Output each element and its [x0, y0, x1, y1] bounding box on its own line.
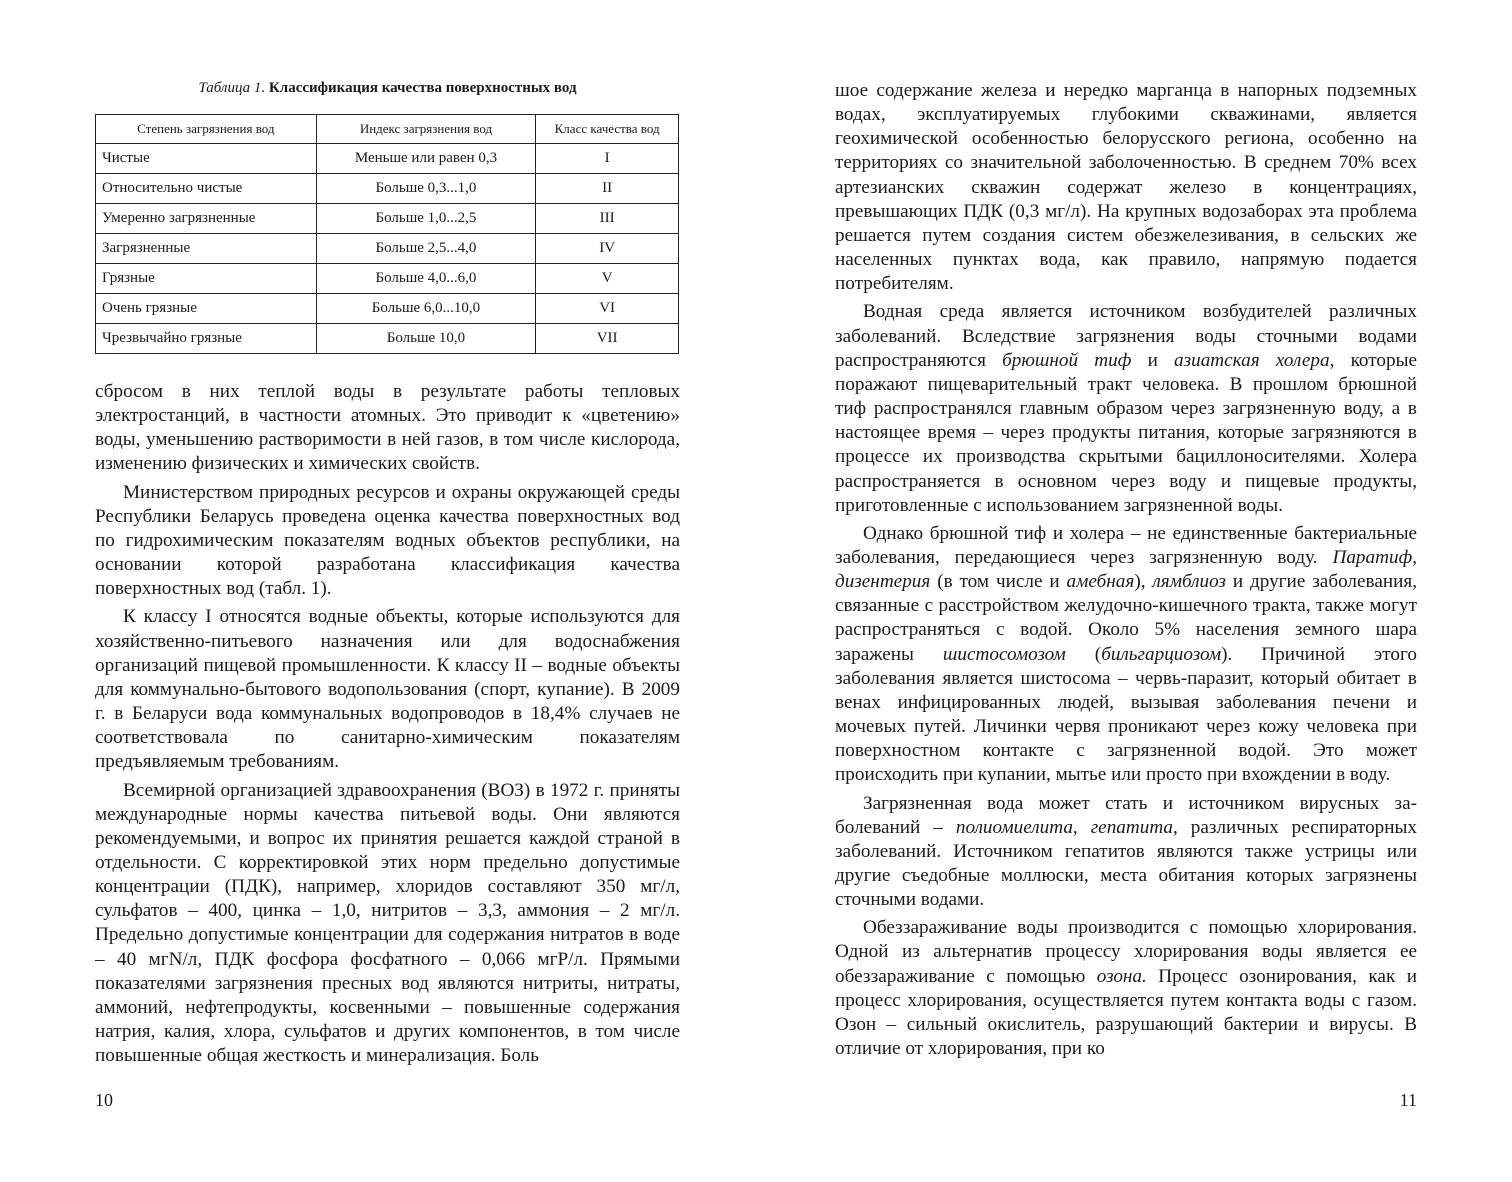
text-run: (в том числе и	[930, 571, 1067, 593]
text-run: ,	[1412, 546, 1417, 568]
paragraph	[835, 300, 1417, 517]
text-run: и	[1131, 349, 1175, 371]
cell-class: V	[536, 264, 679, 294]
cell-degree: Очень грязные	[96, 294, 317, 324]
text-run: (	[1065, 643, 1102, 665]
paragraph: К классу I относятся водные объекты, которые используются для хозяйственно-питьевого назначения или для водоснабжения организаций пищевой промышленности. К классу II – водные объекты для коммунально-бытового водопользования (спорт, купание). В 2009 г. в Беларуси вода коммунальных водопроводов в 18,4% случаев не соответствовала по санитарно-химическим показателям предъявляемым требованиям.	[95, 606, 680, 773]
left-body-text	[95, 380, 680, 1072]
table-row	[96, 204, 679, 234]
italic-term: лямблиоз	[1152, 571, 1226, 593]
paragraph: Всемирной организацией здравоохранения (ВОЗ) в 1972 г. приняты международные нормы качества питьевой воды. Они являются рекомендуемыми, и вопрос их принятия решается каждой страной в отдельности. С корректировкой этих норм предельно допустимые концентрации (ПДК), например, хлоридов составляют 350 мг/л, сульфатов – 400, цинка – 1,0, нитритов – 3,3, аммония – 2 мг/л. Предельно допустимые концентрации для содержания нитратов в воде – 40 мгN/л, ПДК фосфора фосфатного – 0,066 мгР/л. Прямыми показателями загрязнения пресных вод являются нитриты, нитраты, аммоний, нефтепродукты, косвенными – повышенные содержания натрия, калия, хлора, сульфатов и других компонентов, в том числе повышенные общая жесткость и минерализация. Боль	[95, 779, 680, 1067]
italic-term: азиатская холера	[1174, 349, 1330, 371]
text-run: Процесс озонирования, как и процесс хлорирования, осуществляется путем контакта воды с газом. Озон – сильный окислитель, разрушающий бактерии и вирусы. В отличие от хлорирования, при ко	[835, 965, 1417, 1060]
cell-class: VII	[536, 324, 679, 354]
text-run: , которые поражают пищеварительный тракт человека. В прошлом брюшной тиф распространялся главным образом через загрязненную воду, а в настоящее время – через продукты питания, которые загрязняются в процессе их производства скрытыми бациллоносителями. Холера распространяется в основном через воду и пищевые продукты, приготовленные с использованием загрязненной воды.	[835, 349, 1417, 516]
italic-term: полиомиелита	[955, 816, 1073, 838]
italic-term: бильгарциозом	[1101, 643, 1222, 665]
cell-index: Больше 10,0	[316, 324, 536, 354]
page-number-right: 11	[1399, 1090, 1417, 1110]
table-row	[96, 144, 679, 174]
paragraph: Министерством природных ресурсов и охраны окружающей среды Республики Беларусь проведена оценка качества поверхностных вод по гидрохимическим показателям водных объектов республики, на основании которой разработана классификация качества поверхностных вод (табл. 1).	[95, 481, 680, 600]
cell-class: IV	[536, 234, 679, 264]
text-run: ,	[1072, 816, 1091, 838]
paragraph	[835, 522, 1417, 788]
cell-class: II	[536, 174, 679, 204]
text-run: , различных респираторных заболеваний. Источником гепатитов являются также устрицы или другие съедобные моллюски, места обитания которых загрязнены сточными водами.	[835, 816, 1418, 911]
table-row	[96, 174, 679, 204]
cell-class: III	[536, 204, 679, 234]
text-run: Однако брюшной тиф и холера – не единственные бактериальные заболевания, передающиеся через загрязненную воду.	[835, 522, 1417, 568]
table-caption-label: Таблица 1.	[198, 80, 266, 96]
water-quality-table	[95, 114, 679, 354]
cell-degree: Умеренно загрязненные	[96, 204, 317, 234]
italic-term: шистосомозом	[942, 643, 1066, 665]
cell-index: Больше 6,0...10,0	[316, 294, 536, 324]
table-row	[96, 294, 679, 324]
cell-index: Меньше или равен 0,3	[316, 144, 536, 174]
italic-term: брюшной тиф	[1002, 349, 1132, 371]
cell-index: Больше 0,3...1,0	[316, 174, 536, 204]
cell-degree: Чистые	[96, 144, 317, 174]
header-quality-class: Класс качества вод	[536, 115, 679, 144]
cell-degree: Относительно чистые	[96, 174, 317, 204]
cell-class: I	[536, 144, 679, 174]
paragraph: шое содержание железа и нередко марганца в напорных подземных водах, эксплуатируемых глубокими скважинами, является геохимической особенностью белорусского региона, особенно на территориях со значительной заболоченностью. В среднем 70% всех артезианских скважин содержат железо в концентрациях, превышающих ПДК (0,3 мг/л). На крупных водозаборах эта проблема решается путем создания систем обезжелезивания, в сельских же населенных пунктах вода, как правило, напрямую подается потребителям.	[835, 80, 1417, 295]
text-run: Загрязненная вода может стать и источником вирусных заболеваний –	[835, 792, 1417, 838]
cell-index: Больше 2,5...4,0	[316, 234, 536, 264]
cell-class: VI	[536, 294, 679, 324]
text-run: ),	[1134, 571, 1153, 593]
table-row	[96, 324, 679, 354]
italic-term: Паратиф	[1332, 546, 1413, 568]
header-pollution-degree: Степень загрязнения вод	[96, 115, 317, 144]
table-row	[96, 234, 679, 264]
cell-degree: Чрезвычайно грязные	[96, 324, 317, 354]
italic-term: гепатита	[1090, 816, 1174, 838]
table-caption-title: Классификация качества поверхностных вод	[268, 80, 577, 96]
header-pollution-index: Индекс загрязнения вод	[316, 115, 536, 144]
paragraph: сбросом в них теплой воды в результате работы тепловых электростанций, в частности атомных. Это приводит к «цветению» воды, уменьшению растворимости в ней газов, в том числе кислорода, изменению физических и химических свойств.	[95, 381, 680, 475]
text-run: и другие заболевания, связанные с расстройством желудочно-кишечного тракта, также могут распространяться с водой. Около 5% населения земного шара заражены	[835, 571, 1417, 665]
cell-degree: Загрязненные	[96, 234, 317, 264]
italic-term: озона.	[1096, 965, 1147, 987]
cell-degree: Грязные	[96, 264, 317, 294]
table-caption	[95, 78, 680, 98]
italic-term: амебная	[1066, 571, 1135, 593]
cell-index: Больше 4,0...6,0	[316, 264, 536, 294]
page-number-left: 10	[95, 1090, 113, 1110]
table-header-row	[96, 115, 679, 144]
right-body-text	[835, 79, 1417, 1065]
paragraph	[835, 792, 1417, 913]
text-run: Водная среда является источником возбудителей различных заболеваний. Вследствие загрязнения воды сточными водами распространяются	[835, 301, 1417, 371]
italic-term: дизентерия	[835, 571, 931, 593]
text-run: ). Причиной этого заболевания является шистосома – червь-паразит, который обитает в венах инфицированных людей, вызывая заболевания печени и мочевых путей. Личинки червя проникают через кожу человека при поверхностном контакте с загрязненной водой. Это может происходить при купании, мытье или просто при вхождении в воду.	[835, 643, 1418, 786]
text-run: Обеззараживание воды производится с помощью хлорирования. Одной из альтернатив процессу хлорирования воды является ее обеззараживание с помощью	[835, 917, 1417, 987]
paragraph	[835, 916, 1417, 1061]
cell-index: Больше 1,0...2,5	[316, 204, 536, 234]
table-row	[96, 264, 679, 294]
